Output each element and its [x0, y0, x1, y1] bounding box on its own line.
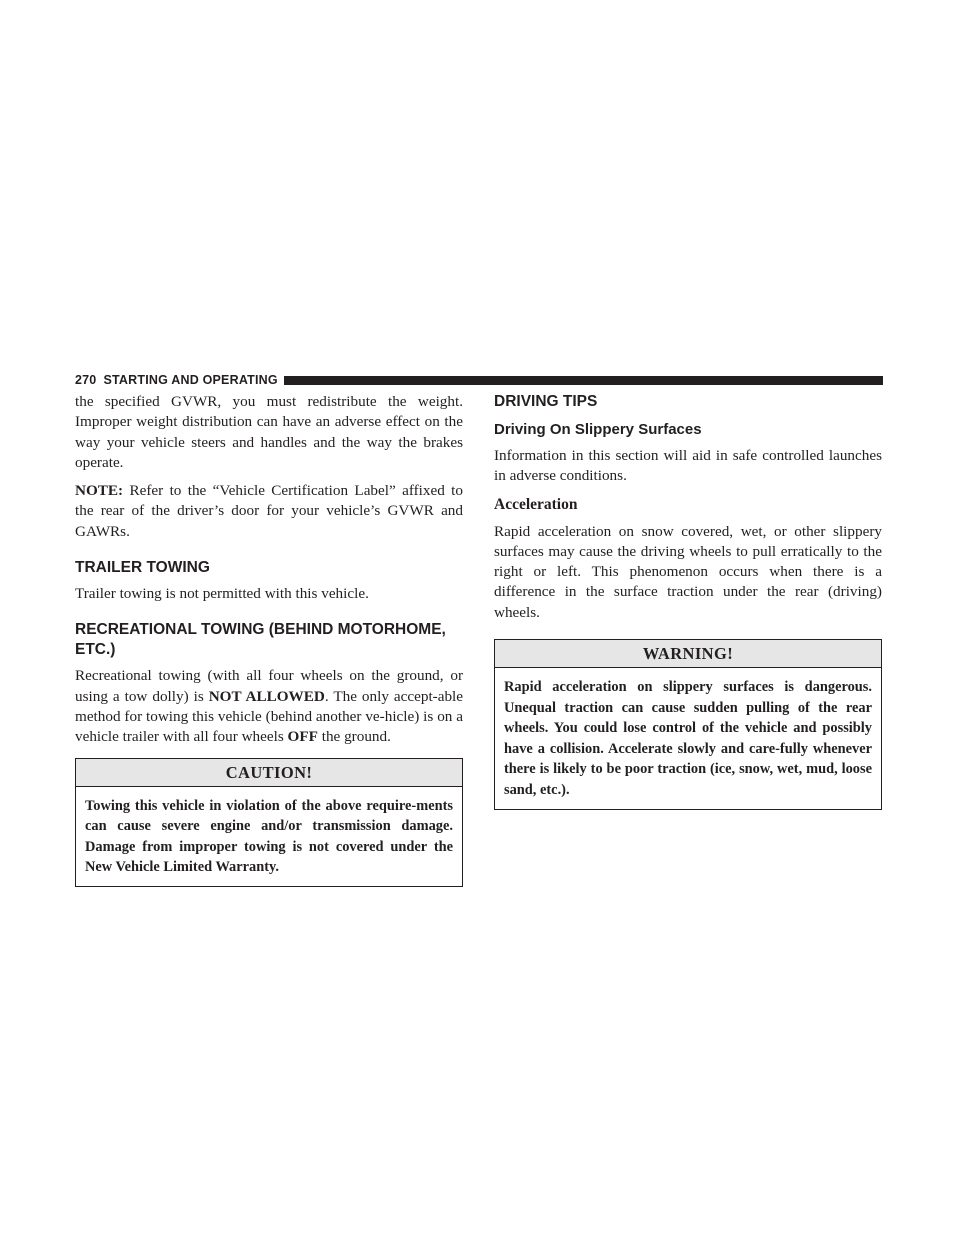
- not-allowed-emphasis: NOT ALLOWED: [208, 687, 325, 705]
- note-paragraph: [75, 481, 463, 542]
- caution-title: CAUTION!: [76, 759, 462, 787]
- page-header: [75, 372, 883, 388]
- heading-driving-tips: DRIVING TIPS: [494, 393, 598, 410]
- subheading-slippery-surfaces: Driving On Slippery Surfaces: [494, 421, 702, 438]
- caution-text: Towing this vehicle in violation of the above require-ments can cause severe engine and/or transmission damage. Damage from improper towing is not covered under the New Vehicle Limited Warranty.: [85, 797, 453, 876]
- header-rule: [284, 376, 883, 385]
- weight-paragraph: the specified GVWR, you must redistribute the weight. Improper weight distribution can have an adverse effect on the way your vehicle steers and handles and the way the brakes operate.: [75, 393, 463, 471]
- slippery-paragraph: Information in this section will aid in safe controlled launches in adverse conditions.: [494, 447, 882, 485]
- warning-title: WARNING!: [495, 640, 881, 668]
- subheading-acceleration: Acceleration: [494, 495, 578, 513]
- page-number: 270: [75, 373, 97, 387]
- heading-trailer-towing: TRAILER TOWING: [75, 559, 210, 577]
- section-title: STARTING AND OPERATING: [103, 373, 278, 387]
- note-label: NOTE:: [75, 482, 124, 500]
- recreational-paragraph: [75, 666, 463, 747]
- off-emphasis: OFF: [287, 728, 318, 746]
- warning-text: Rapid acceleration on slippery surfaces is dangerous. Unequal traction can cause sudden pulling of the rear wheels. You could lose control of the vehicle and possibly have a collision. Accelerate slowly and care-fully whenever there is likely to be poor traction (ice, snow, wet, mud, loose sand, etc.).: [504, 679, 872, 799]
- warning-box: [494, 639, 882, 810]
- right-column: [494, 392, 882, 810]
- acceleration-paragraph: Rapid acceleration on snow covered, wet, or other slippery surfaces may cause the driving wheels to pull erratically to the right or left. This phenomenon occurs when there is a difference in the surface traction under the rear (driving) wheels.: [494, 522, 882, 621]
- heading-recreational-towing: RECREATIONAL TOWING (BEHIND MOTORHOME, ETC.): [75, 621, 446, 659]
- rec-text-3: the ground.: [317, 728, 391, 746]
- caution-box: [75, 758, 463, 887]
- rec-text-1: Recreational towing (with all four wheels on the ground, or using a tow dolly) is: [75, 667, 463, 705]
- rec-text-2: . The only accept-able method for towing this vehicle (behind another ve-hicle) is on a vehicle trailer with all four wheels: [75, 687, 464, 746]
- trailer-paragraph: Trailer towing is not permitted with this vehicle.: [75, 585, 369, 603]
- left-column: [75, 392, 463, 887]
- note-text: Refer to the “Vehicle Certification Label” affixed to the rear of the driver’s door for your vehicle’s GVWR and GAWRs.: [75, 482, 463, 540]
